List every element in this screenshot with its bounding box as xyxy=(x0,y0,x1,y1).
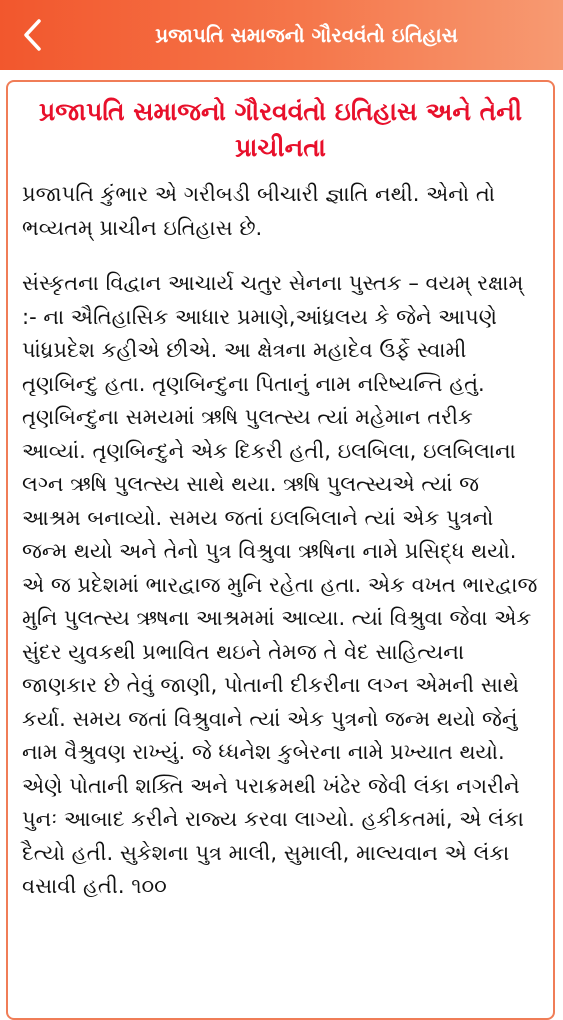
chevron-left-icon xyxy=(21,18,43,52)
article-title: પ્રજાપતિ સમાજનો ગૌરવવંતો ઇતિહાસ અને તેની પ્રાચીનતા xyxy=(38,97,523,162)
app-bar xyxy=(0,0,563,70)
page-title: પ્રજાપતિ સમાજનો ગૌરવવંતો ઇતિહાસ xyxy=(155,23,458,47)
back-button[interactable] xyxy=(10,12,54,58)
article-paragraph-history: સંસ્કૃતના વિદ્વાન આચાર્ય ચતુર સેનના પુસ્તક – વયમ્ રક્ષામ્ :- ના ઐતિહાસિક આધાર પ્રમાણે,આંધ્રલય કે જેને આપણે પાંધ્રપ્રદેશ કહીએ છીએ. આ ક્ષેત્રના મહાદેવ ઉર્ફે સ્વામી તૃણબિન્દુ હતા. તૃણબિન્દુના પિતાનું નામ નરિષ્યન્તિ હતું. તૃણબિન્દુના સમયમાં ઋષિ પુલત્સ્ય ત્યાં મહેમાન તરીક આવ્યાં. તૃણબિન્દુને એક દિકરી હતી, ઇલબિલા, ઇલબિલાના લગ્ન ઋષિ પુલત્સ્ય સાથે થયા. ઋષિ પુલત્સ્યએ ત્યાં જ આશ્રમ બનાવ્યો. સમય જતાં ઇલબિલાને ત્યાં એક પુત્રનો જન્મ થયો અને તેનો પુત્ર વિશ્રુવા ઋષિના નામે પ્રસિદ્ધ થયો. એ જ પ્રદેશમાં ભારદ્વાજ મુનિ રહેતા હતા. એક વખત ભારદ્વાજ મુનિ પુલત્સ્ય ઋષના આશ્રમમાં આવ્યા. ત્યાં વિશ્રુવા જેવા એક સુંદર યુવકથી પ્રભાવિત થઇને તેમજ તે વેદ સાહિત્યના જાણકાર છે તેવું જાણી, પોતાની દીકરીના લગ્ન એમની સાથે કર્યા. સમય જતાં વિશ્રુવાને ત્યાં એક પુત્રનો જન્મ થયો જેનું નામ વૈશ્રુવણ રાખ્યું. જે ધ્ધનેશ કુબેરના નામે પ્રખ્યાત થયો. એણે પોતાની શક્તિ અને પરાક્રમથી ખંઢેર જેવી લંકા નગરીને પુનઃ આબાદ કરીને રાજ્ય કરવા લાગ્યો. હકીકતમાં, એ લંકા દૈત્યો હતી. સુકેશના પુત્ર માલી, સુમાલી, માલ્યવાન એ લંકા વસાવી હતી. ૧૦૦ xyxy=(22,271,538,898)
article-card xyxy=(6,80,555,1020)
article-paragraph-intro: પ્રજાપતિ કુંભાર એ ગરીબડી બીચારી જ્ઞાતિ નથી. એનો તો ભવ્યતમ્ પ્રાચીન ઇતિહાસ છે. xyxy=(22,182,496,240)
